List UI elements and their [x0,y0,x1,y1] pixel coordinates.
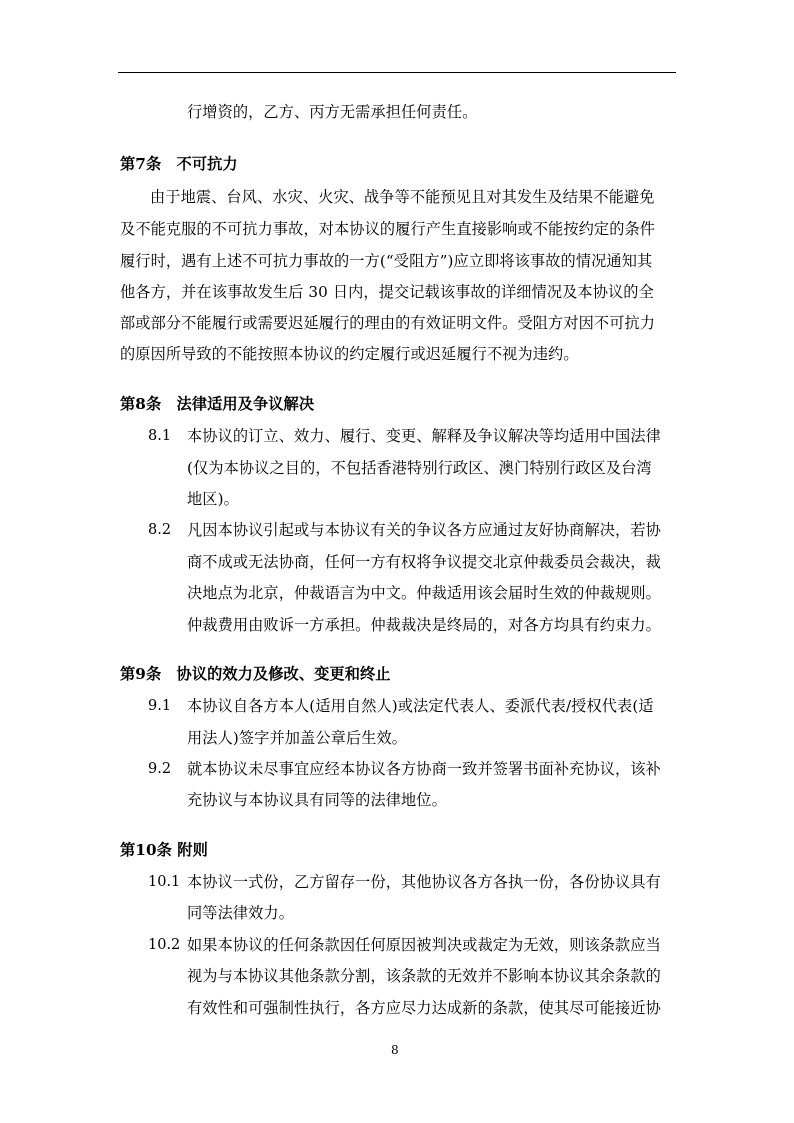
clause-9-1-line: 用法人)签字并加盖公章后生效。 [187,729,408,747]
header-rule [118,72,676,73]
page-number: 8 [391,1043,399,1057]
clause-10-1-line: 本协议一式份，乙方留存一份，其他协议各方各执一份，各份协议具有 [187,873,661,891]
clause-8-2-line: 商不成或无法协商，任何一方有权将争议提交北京仲裁委员会裁决，裁 [187,553,661,571]
section-7-paragraph-line: 履行时，遇有上述不可抗力事故的一方(“受阻方”)应立即将该事故的情况通知其 [120,252,653,270]
continuation-text: 行增资的，乙方、丙方无需承担任何责任。 [187,103,478,121]
clause-8-1-line: 地区)。 [187,490,239,508]
clause-8-2-line: 凡因本协议引起或与本协议有关的争议各方应通过友好协商解决，若协 [187,521,661,539]
clause-9-1-line: 本协议自各方本人(适用自然人)或法定代表人、委派代表/授权代表(适 [187,697,654,715]
section-7-paragraph-line: 部或部分不能履行或需要迟延履行的理由的有效证明文件。受阻方对因不可抗力 [120,314,656,332]
clause-8-1-line: (仅为本协议之目的，不包括香港特别行政区、澳门特别行政区及台湾 [187,459,652,477]
clause-10-2-number: 10.2 [148,937,181,953]
section-10-heading: 第10条 附则 [120,841,208,859]
clause-8-2-line: 仲裁费用由败诉一方承担。仲裁裁决是终局的，对各方均具有约束力。 [187,616,661,634]
clause-8-1-line: 本协议的订立、效力、履行、变更、解释及争议解决等均适用中国法律 [187,427,661,445]
section-8-heading: 第8条 法律适用及争议解决 [120,395,315,413]
section-7-paragraph-line: 的原因所导致的不能按照本协议的约定履行或迟延履行不视为违约。 [120,345,579,363]
section-7-paragraph-line: 由于地震、台风、水灾、火灾、战争等不能预见且对其发生及结果不能避免 [150,188,655,206]
clause-9-1-number: 9.1 [148,698,172,714]
clause-8-2-line: 决地点为北京，仲裁语言为中文。仲裁适用该会届时生效的仲裁规则。 [187,584,661,602]
clause-10-1-number: 10.1 [148,874,181,890]
clause-10-2-line: 有效性和可强制性执行，各方应尽力达成新的条款，使其尽可能接近协 [187,999,661,1017]
clause-10-1-line: 同等法律效力。 [187,904,295,922]
clause-9-2-line: 充协议与本协议具有同等的法律地位。 [187,791,447,809]
clause-8-2-number: 8.2 [148,522,172,538]
clause-10-2-line: 视为与本协议其他条款分割，该条款的无效并不影响本协议其余条款的 [187,967,661,985]
clause-10-2-line: 如果本协议的任何条款因任何原因被判决或裁定为无效，则该条款应当 [187,936,661,954]
clause-9-2-number: 9.2 [148,761,172,777]
section-7-paragraph-line: 他各方，并在该事故发生后 30 日内，提交记载该事故的详细情况及本协议的全 [120,283,654,301]
section-9-heading: 第9条 协议的效力及修改、变更和终止 [120,665,391,683]
clause-9-2-line: 就本协议未尽事宜应经本协议各方协商一致并签署书面补充协议，该补 [187,760,661,778]
section-7-heading: 第7条 不可抗力 [120,155,238,173]
section-7-paragraph-line: 及不能克服的不可抗力事故，对本协议的履行产生直接影响或不能按约定的条件 [120,220,656,238]
clause-8-1-number: 8.1 [148,428,172,444]
